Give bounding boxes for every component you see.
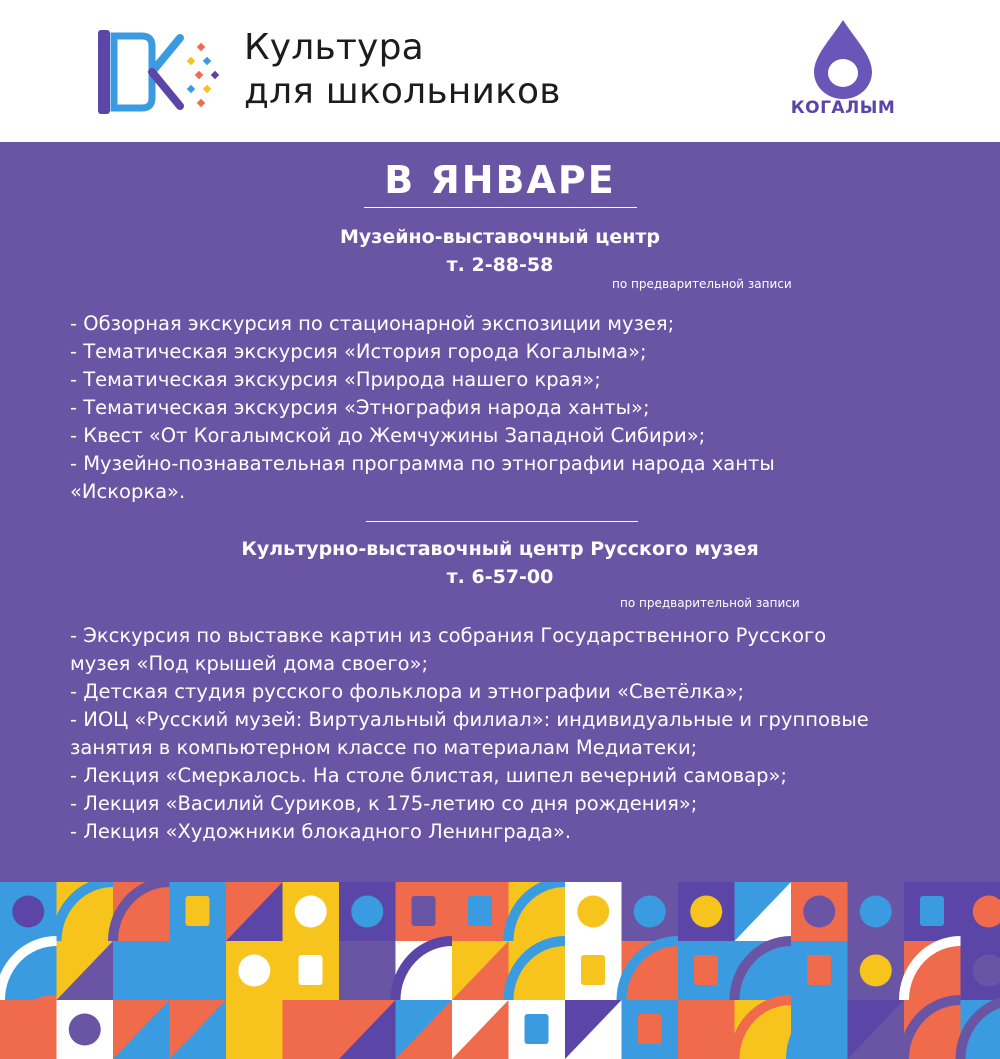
culture-logo-icon: [94, 22, 224, 122]
list-item: - Детская студия русского фольклора и этнографии «Светёлка»;: [70, 680, 745, 703]
section2-list: [70, 622, 970, 846]
list-item: - Тематическая экскурсия «Природа нашего края»;: [70, 368, 601, 391]
pattern-tile: [57, 882, 114, 941]
pattern-tile: [339, 882, 396, 941]
pattern-tile: [509, 941, 566, 1000]
pattern-tile: [509, 1000, 566, 1059]
list-item: - Лекция «Смеркалось. На столе блистая, шипел вечерний самовар»;: [70, 764, 787, 787]
pattern-tile: [678, 1000, 735, 1059]
pattern-tile: [622, 882, 679, 941]
list-item: музея «Под крышей дома своего»;: [70, 652, 429, 675]
pattern-tile: [452, 941, 509, 1000]
section1-list: [70, 310, 970, 506]
pattern-tile: [452, 882, 509, 941]
pattern-tile: [339, 941, 396, 1000]
pattern-tile: [283, 882, 340, 941]
list-item: занятия в компьютерном классе по материалам Медиатеки;: [70, 736, 698, 759]
pattern-tile: [622, 1000, 679, 1059]
divider: [366, 521, 638, 522]
decorative-pattern: [0, 882, 1000, 1059]
pattern-tile: [509, 882, 566, 941]
pattern-tile: [396, 1000, 453, 1059]
pattern-tile: [678, 941, 735, 1000]
pattern-tile: [565, 941, 622, 1000]
pattern-tile: [57, 941, 114, 1000]
section1-title: Музейно-выставочный центр: [340, 226, 660, 248]
section2-title: Культурно-выставочный центр Русского музея: [241, 538, 759, 560]
pattern-tile: [57, 1000, 114, 1059]
pattern-tile: [170, 1000, 227, 1059]
brand-line-1: Культура: [244, 27, 424, 68]
pattern-tile: [452, 1000, 509, 1059]
pattern-tile: [791, 1000, 848, 1059]
pattern-tile: [113, 1000, 170, 1059]
pattern-tile: [339, 1000, 396, 1059]
section2-note: по предварительной записи: [620, 596, 800, 610]
pattern-tile: [0, 941, 56, 1000]
list-item: - Тематическая экскурсия «История города Когалыма»;: [70, 340, 647, 363]
pattern-tile: [565, 882, 622, 941]
pattern-tile: [791, 882, 848, 941]
pattern-tile: [113, 882, 170, 941]
pattern-tile: [735, 1000, 792, 1059]
pattern-tile: [396, 941, 453, 1000]
pattern-tile: [170, 941, 227, 1000]
pattern-tile: [113, 941, 170, 1000]
list-item: - Музейно-познавательная программа по этнографии народа ханты: [70, 452, 775, 475]
month-title: В ЯНВАРЕ: [384, 158, 616, 202]
pattern-tile: [904, 1000, 961, 1059]
list-item: - Лекция «Художники блокадного Ленинграда».: [70, 820, 572, 843]
section2-phone: т. 6-57-00: [446, 566, 554, 588]
pattern-tile: [283, 941, 340, 1000]
section1-phone: т. 2-88-58: [446, 254, 554, 276]
pattern-tile: [961, 941, 1000, 1000]
divider: [364, 207, 637, 208]
pattern-tile: [904, 882, 961, 941]
pattern-tile: [226, 1000, 283, 1059]
list-item: «Искорка».: [70, 480, 186, 503]
list-item: - Обзорная экскурсия по стационарной экспозиции музея;: [70, 312, 675, 335]
pattern-tile: [678, 882, 735, 941]
pattern-tile: [961, 882, 1000, 941]
drop-icon: [810, 18, 876, 100]
pattern-tile: [735, 941, 792, 1000]
city-name: КОГАЛЫМ: [790, 98, 896, 118]
pattern-tile: [0, 882, 57, 941]
brand-line-2: для школьников: [244, 71, 561, 112]
pattern-tile: [735, 882, 792, 941]
city-logo: [788, 18, 898, 128]
pattern-tile: [622, 941, 679, 1000]
list-item: - Квест «От Когалымской до Жемчужины Западной Сибири»;: [70, 424, 706, 447]
pattern-tile: [0, 1000, 56, 1059]
pattern-tile: [283, 1000, 340, 1059]
main-content: [0, 142, 1000, 882]
pattern-tile: [226, 941, 283, 1000]
pattern-tile: [848, 941, 905, 1000]
list-item: - Лекция «Василий Суриков, к 175-летию со дня рождения»;: [70, 792, 698, 815]
pattern-tile: [904, 941, 961, 1000]
pattern-tile: [396, 882, 453, 941]
section1-note: по предварительной записи: [612, 277, 792, 291]
pattern-tile: [848, 1000, 905, 1059]
list-item: - Тематическая экскурсия «Этнография народа ханты»;: [70, 396, 650, 419]
header: [0, 0, 1000, 142]
list-item: - Экскурсия по выставке картин из собрания Государственного Русского: [70, 624, 827, 647]
pattern-tile: [226, 882, 283, 941]
pattern-tile: [791, 941, 848, 1000]
list-item: - ИОЦ «Русский музей: Виртуальный филиал»: индивидуальные и групповые: [70, 708, 869, 731]
brand-name: [244, 26, 561, 114]
pattern-tile: [565, 1000, 622, 1059]
pattern-tile: [961, 1000, 1000, 1059]
pattern-tile: [170, 882, 227, 941]
pattern-tile: [848, 882, 905, 941]
